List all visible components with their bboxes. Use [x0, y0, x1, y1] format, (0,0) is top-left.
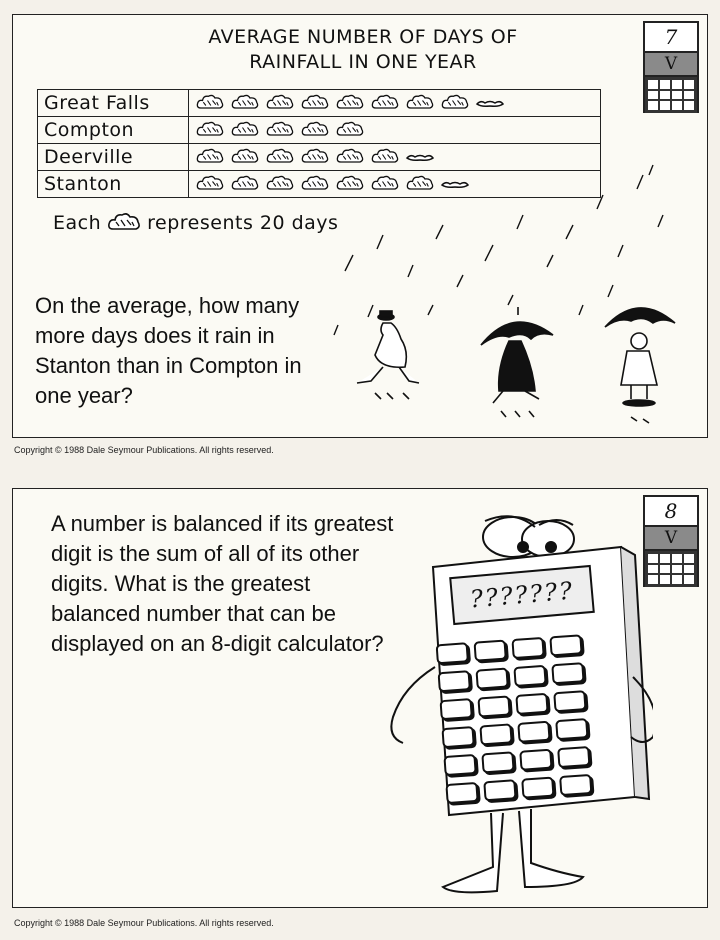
card-number: 8: [645, 497, 697, 527]
calculator-key: [443, 754, 476, 776]
calculator-key: [477, 695, 510, 717]
child-with-umbrella: [605, 308, 675, 423]
cloud-icon: [335, 120, 365, 140]
title-line-1: AVERAGE NUMBER OF DAYS OF: [208, 26, 518, 48]
cloud-icon: [300, 93, 330, 113]
cloud-icon: [335, 93, 365, 113]
symbol-cell: [189, 90, 601, 117]
cloud-icon: [300, 120, 330, 140]
rain-scene-illustration: [313, 155, 693, 435]
calculator-key: [557, 746, 590, 768]
city-name: Deerville: [38, 144, 189, 171]
calculator-key: [441, 726, 474, 748]
city-name: Great Falls: [38, 90, 189, 117]
cloud-icon: [265, 93, 295, 113]
pictograph-title: [163, 25, 563, 75]
calculator-key: [553, 690, 586, 712]
calculator-key: [517, 721, 550, 743]
problem-card-8: [12, 488, 708, 908]
cloud-icon: [107, 211, 141, 235]
cloud-icon: [440, 93, 470, 113]
level-indicator: V: [645, 53, 697, 77]
calculator-key: [513, 665, 546, 687]
cloud-icon: [230, 147, 260, 167]
symbol-cell: [189, 117, 601, 144]
cloud-icon: [195, 147, 225, 167]
cloud-icon: [230, 93, 260, 113]
calculator-key: [475, 667, 508, 689]
cloud-icon: [370, 93, 400, 113]
pictograph-legend: [53, 211, 338, 235]
card-badge: [643, 21, 699, 113]
copyright-notice: Copyright © 1988 Dale Seymour Publications. All rights reserved.: [14, 918, 274, 928]
cloud-icon: [230, 120, 260, 140]
pictograph-row: [38, 90, 601, 117]
calculator-key: [521, 777, 554, 799]
calculator-key: [483, 779, 516, 801]
calculator-key: [440, 698, 473, 720]
question-text: On the average, how many more days does it rain in Stanton than in Compton in one year?: [35, 293, 302, 408]
calculator-key: [555, 718, 588, 740]
calculator-key: [438, 670, 471, 692]
pictograph-row: [38, 117, 601, 144]
walking-man: [357, 311, 419, 399]
calculator-keypad: [436, 634, 597, 804]
raindrops: [334, 165, 663, 335]
legend-text-after: represents 20 days: [147, 212, 339, 234]
display-text: ???????: [468, 576, 576, 614]
legend-text-before: Each: [53, 212, 102, 234]
city-name: Stanton: [38, 171, 189, 198]
cloud-icon: [195, 93, 225, 113]
person-with-umbrella: [481, 307, 553, 417]
grid-icon: [645, 77, 697, 113]
calculator-key: [481, 751, 514, 773]
city-name: Compton: [38, 117, 189, 144]
cloud-icon: [195, 120, 225, 140]
cloud-icon: [265, 174, 295, 194]
title-line-2: RAINFALL IN ONE YEAR: [249, 51, 477, 73]
calculator-key: [551, 662, 584, 684]
calculator-key: [519, 749, 552, 771]
calculator-key: [515, 693, 548, 715]
cloud-icon: [265, 147, 295, 167]
level-indicator: V: [645, 527, 697, 551]
calculator-key: [559, 774, 592, 796]
partial-cloud-icon: [475, 98, 505, 108]
symbol-row: [195, 93, 594, 113]
cloud-icon: [265, 120, 295, 140]
question-text: A number is balanced if its greatest digit is the sum of all of its other digits. What is the greatest balanced number that can be displayed on an 8-digit calculator?: [51, 511, 394, 656]
cloud-icon: [195, 174, 225, 194]
copyright-notice: Copyright © 1988 Dale Seymour Publications. All rights reserved.: [14, 445, 274, 455]
symbol-row: [195, 120, 594, 140]
cloud-icon: [405, 93, 435, 113]
calculator-key: [436, 642, 469, 664]
card-number: 7: [645, 23, 697, 53]
cloud-icon: [230, 174, 260, 194]
calculator-key: [511, 637, 544, 659]
calculator-key: [479, 723, 512, 745]
calculator-key: [445, 782, 478, 804]
problem-card-7: [12, 14, 708, 438]
calculator-key: [474, 640, 507, 662]
calculator-key: [549, 634, 582, 656]
